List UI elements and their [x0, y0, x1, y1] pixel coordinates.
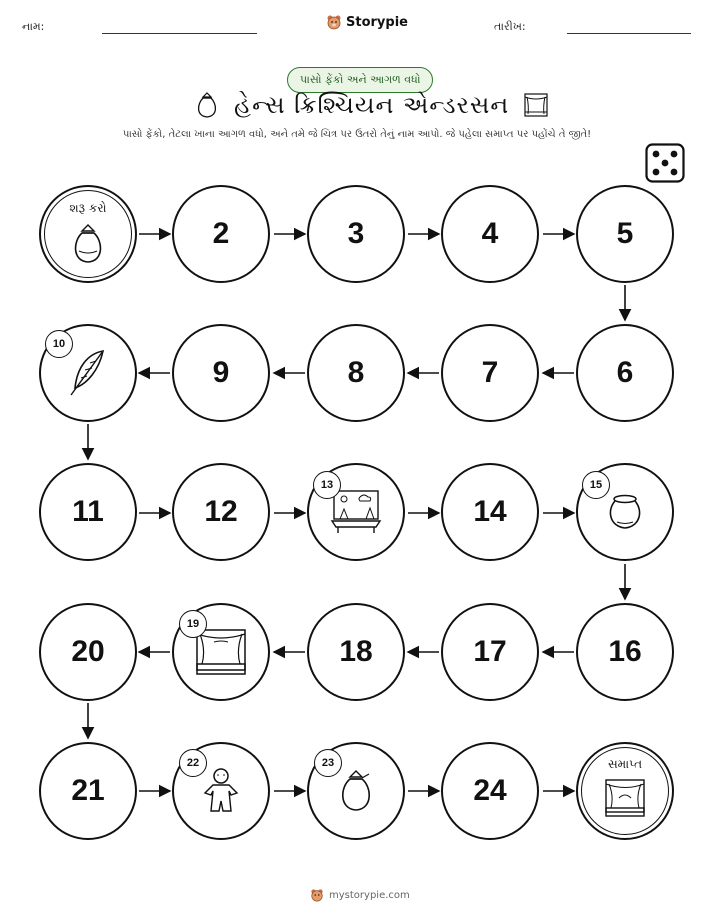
space-number: 5	[616, 217, 634, 250]
space-number-badge: 10	[45, 330, 73, 358]
board-space-9[interactable]	[172, 324, 270, 422]
space-number: 6	[616, 356, 634, 389]
space-number-badge: 13	[313, 471, 341, 499]
space-number: 3	[347, 217, 365, 250]
board-space-14[interactable]	[441, 463, 539, 561]
instructions: પાસો ફેંકો, તેટલા ખાના આગળ વધો, અને તમે જે ચિત્ર પર ઉતરો તેનું નામ આપો. જે પહેલા સમાપ્ત પર પહોંચે તે જીતે!	[122, 129, 592, 140]
clay-pot-icon	[605, 492, 645, 532]
money-bag-icon	[69, 223, 107, 265]
board-space-21[interactable]	[39, 742, 137, 840]
space-number: 11	[72, 495, 104, 528]
board-space-4[interactable]	[441, 185, 539, 283]
name-label: નામ:	[22, 20, 45, 33]
board-space-12[interactable]	[172, 463, 270, 561]
space-number-badge: 23	[314, 749, 342, 777]
space-number: 4	[481, 217, 499, 250]
board-space-24[interactable]	[441, 742, 539, 840]
theater-stage-icon	[604, 778, 646, 818]
space-number: 9	[212, 356, 230, 389]
board-space-2[interactable]	[172, 185, 270, 283]
board-space-19[interactable]	[172, 603, 270, 701]
footer-url[interactable]: mystorypie.com	[329, 889, 410, 901]
space-number: 7	[481, 356, 499, 389]
space-number: 17	[473, 635, 507, 668]
theater-stage-icon	[194, 628, 248, 676]
gingerbread-doll-icon	[201, 767, 241, 815]
space-number-badge: 15	[582, 471, 610, 499]
board-space-16[interactable]	[576, 603, 674, 701]
space-number: 18	[339, 635, 373, 668]
space-number: 14	[473, 495, 507, 528]
board-space-8[interactable]	[307, 324, 405, 422]
title-text: હેન્સ ક્રિશ્ચિયન એન્ડરસન	[234, 91, 510, 119]
footer	[310, 888, 410, 902]
space-number: 2	[212, 217, 230, 250]
feather-quill-icon	[67, 348, 109, 398]
finish-space[interactable]	[576, 742, 674, 840]
game-subtitle-pill: પાસો ફેંકો અને આગળ વધો	[287, 67, 433, 93]
date-label: તારીખ:	[494, 20, 526, 33]
board-space-17[interactable]	[441, 603, 539, 701]
board-space-10[interactable]	[39, 324, 137, 422]
space-number: 12	[204, 495, 238, 528]
space-number: 24	[473, 774, 507, 807]
space-number: 8	[347, 356, 365, 389]
theater-set-icon	[330, 489, 382, 535]
board-space-20[interactable]	[39, 603, 137, 701]
money-bag-icon	[336, 769, 376, 813]
space-number-badge: 19	[179, 610, 207, 638]
bear-icon	[310, 888, 324, 902]
board-space-15[interactable]	[576, 463, 674, 561]
start-space[interactable]	[39, 185, 137, 283]
board-space-3[interactable]	[307, 185, 405, 283]
board-space-18[interactable]	[307, 603, 405, 701]
space-number-badge: 22	[179, 749, 207, 777]
space-number: 21	[71, 774, 105, 807]
brand-name: Storypie	[346, 14, 408, 30]
space-number: 20	[71, 635, 105, 668]
finish-label: સમાપ્ત	[607, 757, 643, 771]
board-space-5[interactable]	[576, 185, 674, 283]
board-space-23[interactable]	[307, 742, 405, 840]
board-space-11[interactable]	[39, 463, 137, 561]
board-space-13[interactable]	[307, 463, 405, 561]
start-label: શરૂ કરો	[69, 201, 107, 215]
space-number: 16	[608, 635, 642, 668]
board-space-22[interactable]	[172, 742, 270, 840]
board-space-6[interactable]	[576, 324, 674, 422]
board-space-7[interactable]	[441, 324, 539, 422]
